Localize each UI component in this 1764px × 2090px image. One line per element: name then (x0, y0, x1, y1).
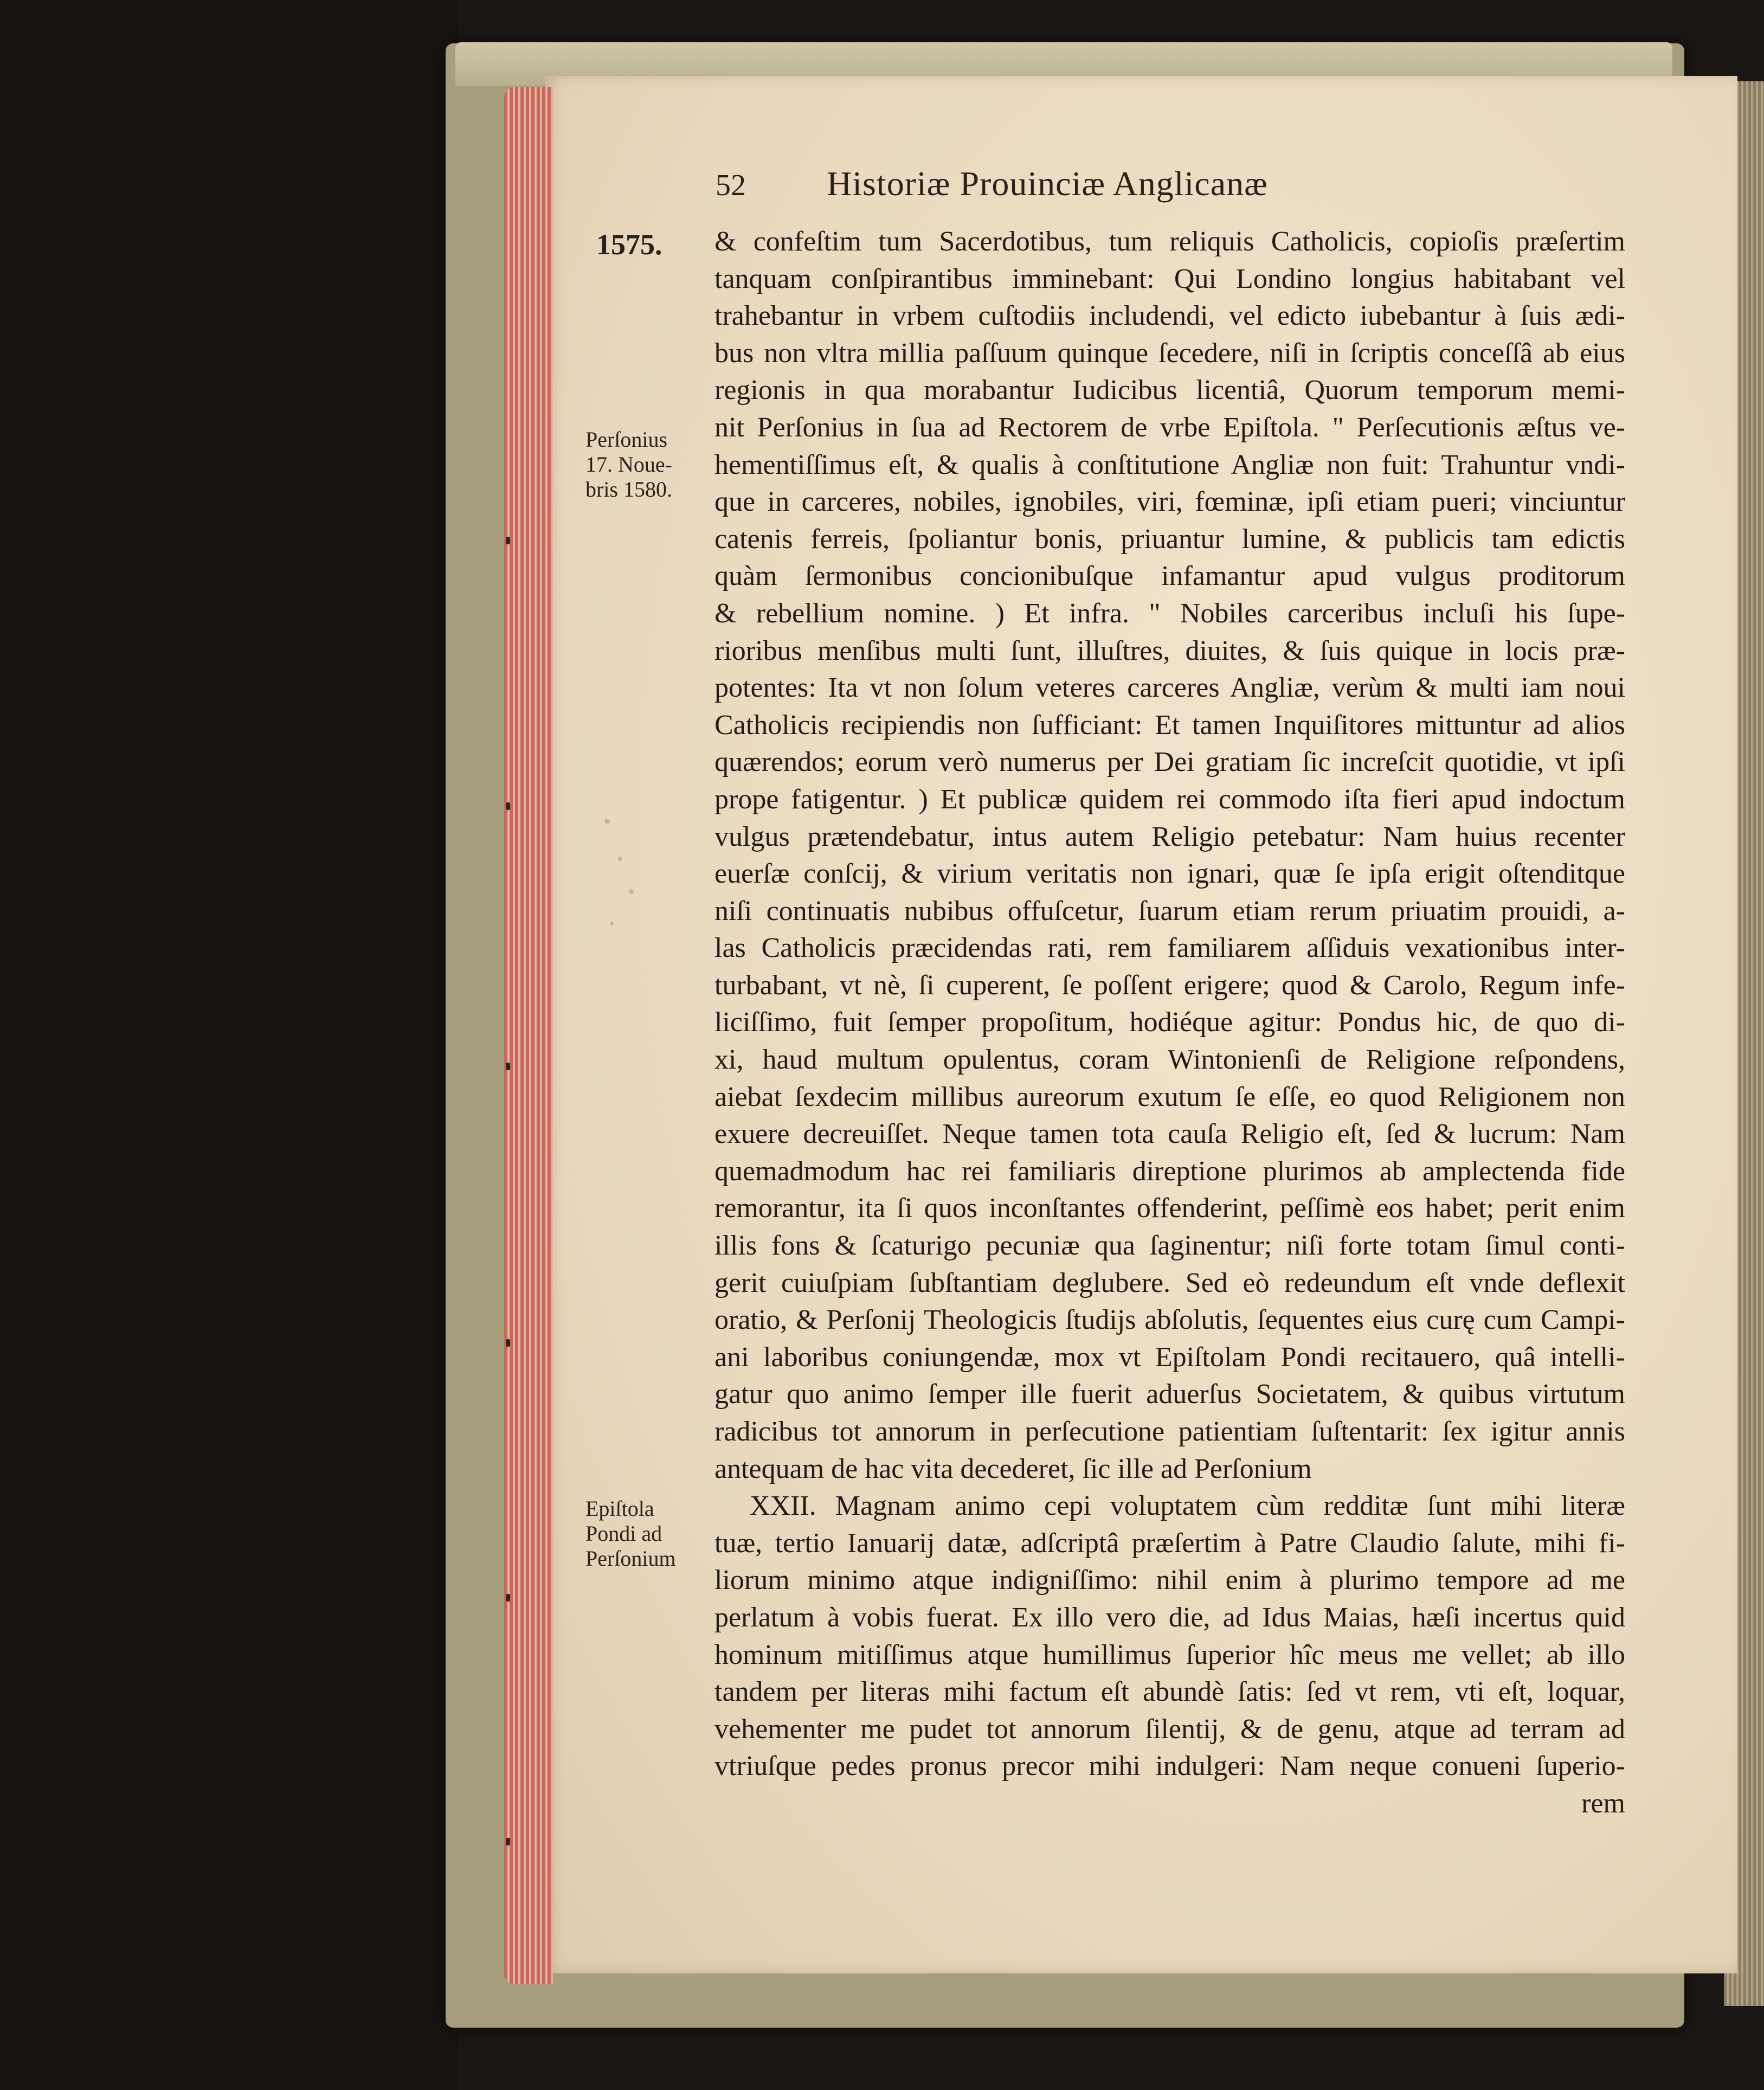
text-line: perlatum à vobis fuerat. Ex illo vero die, ad Idus Maias, hæſi incertus quid (714, 1602, 1625, 1633)
running-title: Historiæ Prouinciæ Anglicanæ (827, 164, 1268, 203)
dark-backdrop (0, 0, 458, 2090)
catchword: rem (1581, 1787, 1625, 1819)
text-line: niſi continuatis nubibus offuſcetur, ſuarum etiam rerum priuatim prouidi, a- (714, 895, 1625, 927)
margin-note-line: Perſonius (585, 427, 668, 452)
margin-note-epistola (585, 1496, 702, 1571)
foxing-spot (629, 889, 634, 894)
foxing-spot (610, 922, 614, 925)
text-line: potentes: Ita vt non ſolum veteres carceres Angliæ, verùm & multi iam noui (714, 672, 1625, 704)
text-line: hementiſſimus eſt, & qualis à conſtitutione Angliæ non fuit: Trahuntur vndi- (714, 449, 1625, 480)
ink-mark (506, 1063, 510, 1070)
text-line: remorantur, ita ſi quos inconſtantes offenderint, peſſimè eos habet; perit enim (714, 1193, 1625, 1224)
text-line: regionis in qua morabantur Iudicibus licentiâ, Quorum temporum memi- (714, 375, 1625, 406)
text-line: quærendos; eorum verò numerus per Dei gratiam ſic increſcit quotidie, vt ipſi (714, 747, 1625, 778)
margin-note-line: 17. Noue- (585, 452, 672, 477)
text-line: antequam de hac vita decederet, ſic ille ad Perſonium (714, 1453, 1312, 1484)
text-line: liciſſimo, fuit ſemper propoſitum, hodiéque agitur: Pondus hic, de quo di- (714, 1007, 1625, 1038)
text-line: que in carceres, nobiles, ignobiles, viri, fœminæ, ipſi etiam pueri; vinciuntur (714, 486, 1625, 518)
margin-note-line: Perſonium (585, 1546, 676, 1571)
text-line: hominum mitiſſimus atque humillimus ſuperior hîc meus me vellet; ab illo (714, 1639, 1625, 1670)
text-line: xi, haud multum opulentus, coram Wintonienſi de Religione reſpondens, (714, 1044, 1625, 1076)
ink-mark (506, 802, 510, 810)
body-text (714, 223, 1625, 1823)
text-line: illis fons & ſcaturigo pecuniæ qua ſaginentur; niſi forte totam ſimul conti- (714, 1230, 1625, 1262)
text-line: vulgus prætendebatur, intus autem Religio petebatur: Nam huius recenter (714, 821, 1625, 852)
text-line: gatur quo animo ſemper ille fuerit aduerſus Societatem, & quibus virtutum (714, 1379, 1625, 1410)
text-line: XXII. Magnam animo cepi voluptatem cùm redditæ ſunt mihi literæ (750, 1490, 1625, 1522)
ink-mark (506, 537, 510, 544)
text-line: bus non vltra millia paſſuum quinque ſecedere, niſi in ſcriptis conceſſâ ab eius (714, 337, 1625, 369)
text-line: tanquam conſpirantibus imminebant: Qui Londino longius habitabant vel (714, 263, 1625, 294)
text-line: nit Perſonius in ſua ad Rectorem de vrbe Epiſtola. " Perſecutionis æſtus ve- (714, 411, 1625, 443)
text-line: liorum minimo atque indigniſſimo: nihil enim à plurimo tempore ad me (714, 1565, 1625, 1596)
margin-year: 1575. (596, 228, 662, 261)
running-head (716, 164, 1475, 217)
text-line: exuere decreuiſſet. Neque tamen tota cauſa Religio eſt, ſed & lucrum: Nam (714, 1118, 1625, 1150)
text-line: las Catholicis præcidendas rati, rem familiarem aſſiduis vexationibus inter- (714, 933, 1625, 964)
text-line: oratio, & Perſonij Theologicis ſtudijs abſolutis, ſequentes eius curę cum Campi- (714, 1304, 1625, 1336)
text-line: prope fatigentur. ) Et publicæ quidem rei commodo iſta fieri apud indoctum (714, 783, 1625, 815)
margin-note-line: bris 1580. (585, 477, 672, 501)
text-line: vehementer me pudet tot annorum ſilentij, & de genu, atque ad terram ad (714, 1713, 1625, 1745)
text-line: aiebat ſexdecim millibus aureorum exutum ſe eſſe, eo quod Religionem non (714, 1081, 1625, 1112)
ink-mark (506, 1838, 510, 1845)
red-page-edges (504, 87, 553, 1984)
text-line: turbabant, vt nè, ſi cuperent, ſe poſſent erigere; quod & Carolo, Regum infe- (714, 969, 1625, 1001)
text-line: vtriuſque pedes pronus precor mihi indulgeri: Nam neque conueni ſuperio- (714, 1751, 1625, 1782)
ink-mark (506, 1339, 510, 1347)
text-line: quemadmodum hac rei familiaris direptione plurimos ab amplectenda fide (714, 1155, 1625, 1187)
text-line: euerſæ conſcij, & virium veritatis non ignari, quæ ſe ipſa erigit oſtenditque (714, 858, 1625, 890)
text-line: ani laboribus coniungendæ, mox vt Epiſtolam Pondi recitauero, quâ intelli- (714, 1341, 1625, 1373)
margin-note-personius (585, 427, 702, 502)
text-line: catenis ferreis, ſpoliantur bonis, priuantur lumine, & publicis tam edictis (714, 523, 1625, 555)
margin-note-line: Epiſtola (585, 1496, 654, 1521)
page-number: 52 (716, 169, 746, 202)
ink-mark (506, 1594, 510, 1602)
text-line: gerit cuiuſpiam ſubſtantiam deglubere. Sed eò redeundum eſt vnde deflexit (714, 1267, 1625, 1298)
text-line: rioribus menſibus multi ſunt, illuſtres, diuites, & ſuis quique in locis præ- (714, 635, 1625, 666)
foxing-spot (604, 819, 610, 824)
text-line: & rebellium nomine. ) Et infra. " Nobiles carceribus incluſi his ſupe- (714, 597, 1625, 629)
text-line: tuæ, tertio Ianuarij datæ, adſcriptâ præſertim à Patre Claudio ſalute, mihi fi- (714, 1527, 1625, 1559)
text-line: tandem per literas mihi factum eſt abundè ſatis: ſed vt rem, vti eſt, loquar, (714, 1676, 1625, 1708)
margin-note-line: Pondi ad (585, 1521, 662, 1546)
text-line: Catholicis recipiendis non ſufficiant: Et tamen Inquiſitores mittuntur ad alios (714, 709, 1625, 741)
text-line: & confeſtim tum Sacerdotibus, tum reliquis Catholicis, copioſis præſertim (714, 226, 1625, 257)
text-line: quàm ſermonibus concionibuſque infamantur apud vulgus proditorum (714, 561, 1625, 592)
text-line: radicibus tot annorum in perſecutione patientiam ſuſtentarit: ſex igitur annis (714, 1416, 1625, 1447)
foxing-spot (618, 857, 622, 861)
text-line: trahebantur in vrbem cuſtodiis includendi, vel edicto iubebantur à ſuis ædi- (714, 300, 1625, 332)
